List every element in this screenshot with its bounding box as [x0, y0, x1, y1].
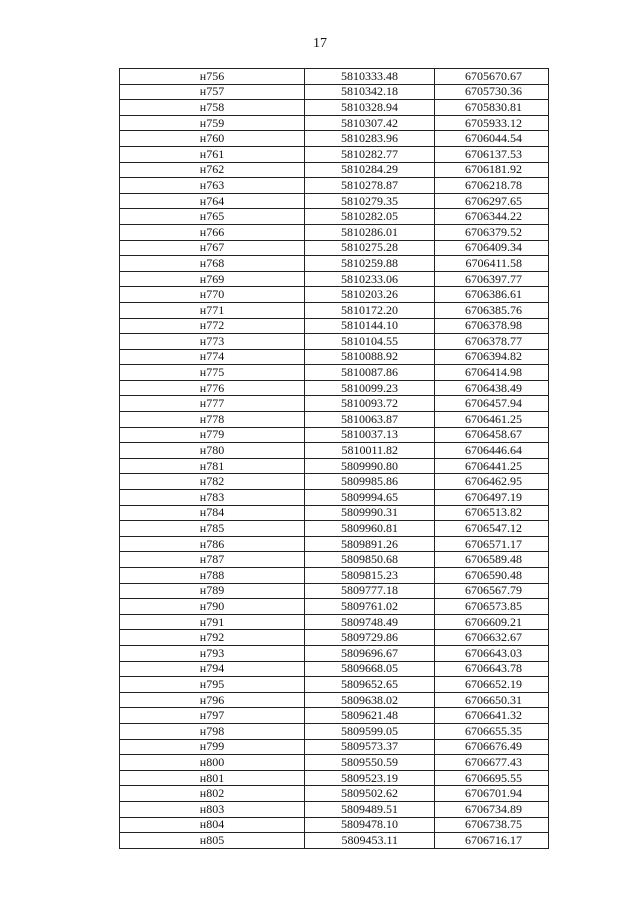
x-coordinate-cell: 5809729.86 [305, 630, 435, 646]
point-id-cell: н790 [120, 599, 305, 615]
x-coordinate-cell: 5809668.05 [305, 661, 435, 677]
x-coordinate-cell: 5809748.49 [305, 614, 435, 630]
table-row [120, 536, 549, 552]
table-row [120, 84, 549, 100]
x-coordinate-cell: 5810172.20 [305, 302, 435, 318]
table-row [120, 521, 549, 537]
table-row [120, 209, 549, 225]
table-row [120, 162, 549, 178]
y-coordinate-cell: 6706497.19 [435, 490, 549, 506]
table-row [120, 614, 549, 630]
table-row [120, 723, 549, 739]
x-coordinate-cell: 5810099.23 [305, 380, 435, 396]
y-coordinate-cell: 6706386.61 [435, 287, 549, 303]
point-id-cell: н791 [120, 614, 305, 630]
point-id-cell: н769 [120, 271, 305, 287]
point-id-cell: н774 [120, 349, 305, 365]
x-coordinate-cell: 5809777.18 [305, 583, 435, 599]
x-coordinate-cell: 5810307.42 [305, 115, 435, 131]
point-id-cell: н785 [120, 521, 305, 537]
x-coordinate-cell: 5809502.62 [305, 786, 435, 802]
table-row [120, 661, 549, 677]
x-coordinate-cell: 5809891.26 [305, 536, 435, 552]
x-coordinate-cell: 5810104.55 [305, 334, 435, 350]
point-id-cell: н784 [120, 505, 305, 521]
y-coordinate-cell: 6706655.35 [435, 723, 549, 739]
y-coordinate-cell: 6706716.17 [435, 833, 549, 849]
table-row [120, 365, 549, 381]
x-coordinate-cell: 5810328.94 [305, 100, 435, 116]
point-id-cell: н782 [120, 474, 305, 490]
point-id-cell: н801 [120, 770, 305, 786]
x-coordinate-cell: 5810333.48 [305, 69, 435, 85]
y-coordinate-cell: 6706137.53 [435, 146, 549, 162]
table-row [120, 146, 549, 162]
point-id-cell: н787 [120, 552, 305, 568]
table-row [120, 271, 549, 287]
point-id-cell: н798 [120, 723, 305, 739]
x-coordinate-cell: 5809850.68 [305, 552, 435, 568]
table-row [120, 786, 549, 802]
x-coordinate-cell: 5810087.86 [305, 365, 435, 381]
table-row [120, 692, 549, 708]
y-coordinate-cell: 6706695.55 [435, 770, 549, 786]
y-coordinate-cell: 6706397.77 [435, 271, 549, 287]
point-id-cell: н770 [120, 287, 305, 303]
x-coordinate-cell: 5810063.87 [305, 412, 435, 428]
point-id-cell: н796 [120, 692, 305, 708]
y-coordinate-cell: 6706573.85 [435, 599, 549, 615]
table-row [120, 412, 549, 428]
point-id-cell: н765 [120, 209, 305, 225]
table-row [120, 599, 549, 615]
table-row [120, 224, 549, 240]
y-coordinate-cell: 6706632.67 [435, 630, 549, 646]
x-coordinate-cell: 5809761.02 [305, 599, 435, 615]
y-coordinate-cell: 6706738.75 [435, 817, 549, 833]
y-coordinate-cell: 6705933.12 [435, 115, 549, 131]
point-id-cell: н789 [120, 583, 305, 599]
y-coordinate-cell: 6706458.67 [435, 427, 549, 443]
y-coordinate-cell: 6706589.48 [435, 552, 549, 568]
table-row [120, 817, 549, 833]
table-row [120, 427, 549, 443]
table-row [120, 801, 549, 817]
y-coordinate-cell: 6706378.98 [435, 318, 549, 334]
table-row [120, 131, 549, 147]
y-coordinate-cell: 6705730.36 [435, 84, 549, 100]
table-row [120, 69, 549, 85]
x-coordinate-cell: 5809994.65 [305, 490, 435, 506]
y-coordinate-cell: 6706414.98 [435, 365, 549, 381]
table-row [120, 443, 549, 459]
point-id-cell: н762 [120, 162, 305, 178]
x-coordinate-cell: 5810037.13 [305, 427, 435, 443]
table-row [120, 193, 549, 209]
point-id-cell: н760 [120, 131, 305, 147]
y-coordinate-cell: 6706181.92 [435, 162, 549, 178]
point-id-cell: н775 [120, 365, 305, 381]
point-id-cell: н795 [120, 677, 305, 693]
table-row [120, 739, 549, 755]
x-coordinate-cell: 5809638.02 [305, 692, 435, 708]
table-row [120, 178, 549, 194]
y-coordinate-cell: 6706441.25 [435, 458, 549, 474]
y-coordinate-cell: 6706676.49 [435, 739, 549, 755]
x-coordinate-cell: 5809990.31 [305, 505, 435, 521]
table-row [120, 833, 549, 849]
coordinates-table [119, 68, 549, 849]
point-id-cell: н773 [120, 334, 305, 350]
y-coordinate-cell: 6706409.34 [435, 240, 549, 256]
table-row [120, 490, 549, 506]
point-id-cell: н777 [120, 396, 305, 412]
y-coordinate-cell: 6705830.81 [435, 100, 549, 116]
y-coordinate-cell: 6706643.03 [435, 645, 549, 661]
point-id-cell: н768 [120, 256, 305, 272]
point-id-cell: н783 [120, 490, 305, 506]
x-coordinate-cell: 5810286.01 [305, 224, 435, 240]
point-id-cell: н797 [120, 708, 305, 724]
y-coordinate-cell: 6706701.94 [435, 786, 549, 802]
x-coordinate-cell: 5810284.29 [305, 162, 435, 178]
table-row [120, 318, 549, 334]
x-coordinate-cell: 5809478.10 [305, 817, 435, 833]
y-coordinate-cell: 6706650.31 [435, 692, 549, 708]
table-row [120, 505, 549, 521]
point-id-cell: н778 [120, 412, 305, 428]
x-coordinate-cell: 5810203.26 [305, 287, 435, 303]
x-coordinate-cell: 5810275.28 [305, 240, 435, 256]
point-id-cell: н788 [120, 568, 305, 584]
point-id-cell: н771 [120, 302, 305, 318]
point-id-cell: н767 [120, 240, 305, 256]
point-id-cell: н758 [120, 100, 305, 116]
y-coordinate-cell: 6706734.89 [435, 801, 549, 817]
point-id-cell: н763 [120, 178, 305, 194]
point-id-cell: н804 [120, 817, 305, 833]
table-row [120, 302, 549, 318]
point-id-cell: н793 [120, 645, 305, 661]
y-coordinate-cell: 6706547.12 [435, 521, 549, 537]
table-row [120, 770, 549, 786]
y-coordinate-cell: 6706641.32 [435, 708, 549, 724]
y-coordinate-cell: 6706590.48 [435, 568, 549, 584]
x-coordinate-cell: 5809990.80 [305, 458, 435, 474]
x-coordinate-cell: 5810342.18 [305, 84, 435, 100]
table-row [120, 708, 549, 724]
y-coordinate-cell: 6706438.49 [435, 380, 549, 396]
x-coordinate-cell: 5809599.05 [305, 723, 435, 739]
table-row [120, 115, 549, 131]
point-id-cell: н800 [120, 755, 305, 771]
x-coordinate-cell: 5810282.05 [305, 209, 435, 225]
y-coordinate-cell: 6706462.95 [435, 474, 549, 490]
x-coordinate-cell: 5809573.37 [305, 739, 435, 755]
point-id-cell: н766 [120, 224, 305, 240]
table-row [120, 100, 549, 116]
x-coordinate-cell: 5809550.59 [305, 755, 435, 771]
point-id-cell: н781 [120, 458, 305, 474]
x-coordinate-cell: 5809621.48 [305, 708, 435, 724]
table-row [120, 256, 549, 272]
table-row [120, 755, 549, 771]
point-id-cell: н759 [120, 115, 305, 131]
table-row [120, 380, 549, 396]
table-row [120, 583, 549, 599]
y-coordinate-cell: 6706571.17 [435, 536, 549, 552]
y-coordinate-cell: 6706446.64 [435, 443, 549, 459]
x-coordinate-cell: 5810144.10 [305, 318, 435, 334]
x-coordinate-cell: 5810259.88 [305, 256, 435, 272]
y-coordinate-cell: 6706385.76 [435, 302, 549, 318]
point-id-cell: н805 [120, 833, 305, 849]
table-row [120, 677, 549, 693]
y-coordinate-cell: 6706567.79 [435, 583, 549, 599]
y-coordinate-cell: 6706378.77 [435, 334, 549, 350]
table-row [120, 630, 549, 646]
point-id-cell: н780 [120, 443, 305, 459]
x-coordinate-cell: 5809652.65 [305, 677, 435, 693]
y-coordinate-cell: 6706218.78 [435, 178, 549, 194]
coordinates-table-body [120, 69, 549, 849]
x-coordinate-cell: 5809960.81 [305, 521, 435, 537]
y-coordinate-cell: 6706513.82 [435, 505, 549, 521]
x-coordinate-cell: 5809489.51 [305, 801, 435, 817]
x-coordinate-cell: 5809453.11 [305, 833, 435, 849]
point-id-cell: н799 [120, 739, 305, 755]
y-coordinate-cell: 6706379.52 [435, 224, 549, 240]
point-id-cell: н803 [120, 801, 305, 817]
x-coordinate-cell: 5809523.19 [305, 770, 435, 786]
y-coordinate-cell: 6706677.43 [435, 755, 549, 771]
y-coordinate-cell: 6706344.22 [435, 209, 549, 225]
y-coordinate-cell: 6706643.78 [435, 661, 549, 677]
point-id-cell: н761 [120, 146, 305, 162]
y-coordinate-cell: 6706461.25 [435, 412, 549, 428]
x-coordinate-cell: 5810011.82 [305, 443, 435, 459]
table-row [120, 287, 549, 303]
x-coordinate-cell: 5810278.87 [305, 178, 435, 194]
point-id-cell: н776 [120, 380, 305, 396]
y-coordinate-cell: 6706297.65 [435, 193, 549, 209]
table-row [120, 474, 549, 490]
x-coordinate-cell: 5810093.72 [305, 396, 435, 412]
table-row [120, 334, 549, 350]
point-id-cell: н772 [120, 318, 305, 334]
y-coordinate-cell: 6706457.94 [435, 396, 549, 412]
point-id-cell: н756 [120, 69, 305, 85]
table-row [120, 349, 549, 365]
x-coordinate-cell: 5810283.96 [305, 131, 435, 147]
point-id-cell: н764 [120, 193, 305, 209]
x-coordinate-cell: 5810282.77 [305, 146, 435, 162]
table-row [120, 568, 549, 584]
y-coordinate-cell: 6706044.54 [435, 131, 549, 147]
point-id-cell: н757 [120, 84, 305, 100]
x-coordinate-cell: 5809815.23 [305, 568, 435, 584]
point-id-cell: н786 [120, 536, 305, 552]
table-row [120, 645, 549, 661]
table-row [120, 396, 549, 412]
page-number: 17 [313, 36, 327, 51]
point-id-cell: н792 [120, 630, 305, 646]
x-coordinate-cell: 5810233.06 [305, 271, 435, 287]
y-coordinate-cell: 6706394.82 [435, 349, 549, 365]
y-coordinate-cell: 6705670.67 [435, 69, 549, 85]
y-coordinate-cell: 6706652.19 [435, 677, 549, 693]
point-id-cell: н794 [120, 661, 305, 677]
x-coordinate-cell: 5809985.86 [305, 474, 435, 490]
x-coordinate-cell: 5810088.92 [305, 349, 435, 365]
x-coordinate-cell: 5810279.35 [305, 193, 435, 209]
table-row [120, 240, 549, 256]
y-coordinate-cell: 6706411.58 [435, 256, 549, 272]
table-row [120, 458, 549, 474]
point-id-cell: н779 [120, 427, 305, 443]
table-row [120, 552, 549, 568]
point-id-cell: н802 [120, 786, 305, 802]
y-coordinate-cell: 6706609.21 [435, 614, 549, 630]
x-coordinate-cell: 5809696.67 [305, 645, 435, 661]
